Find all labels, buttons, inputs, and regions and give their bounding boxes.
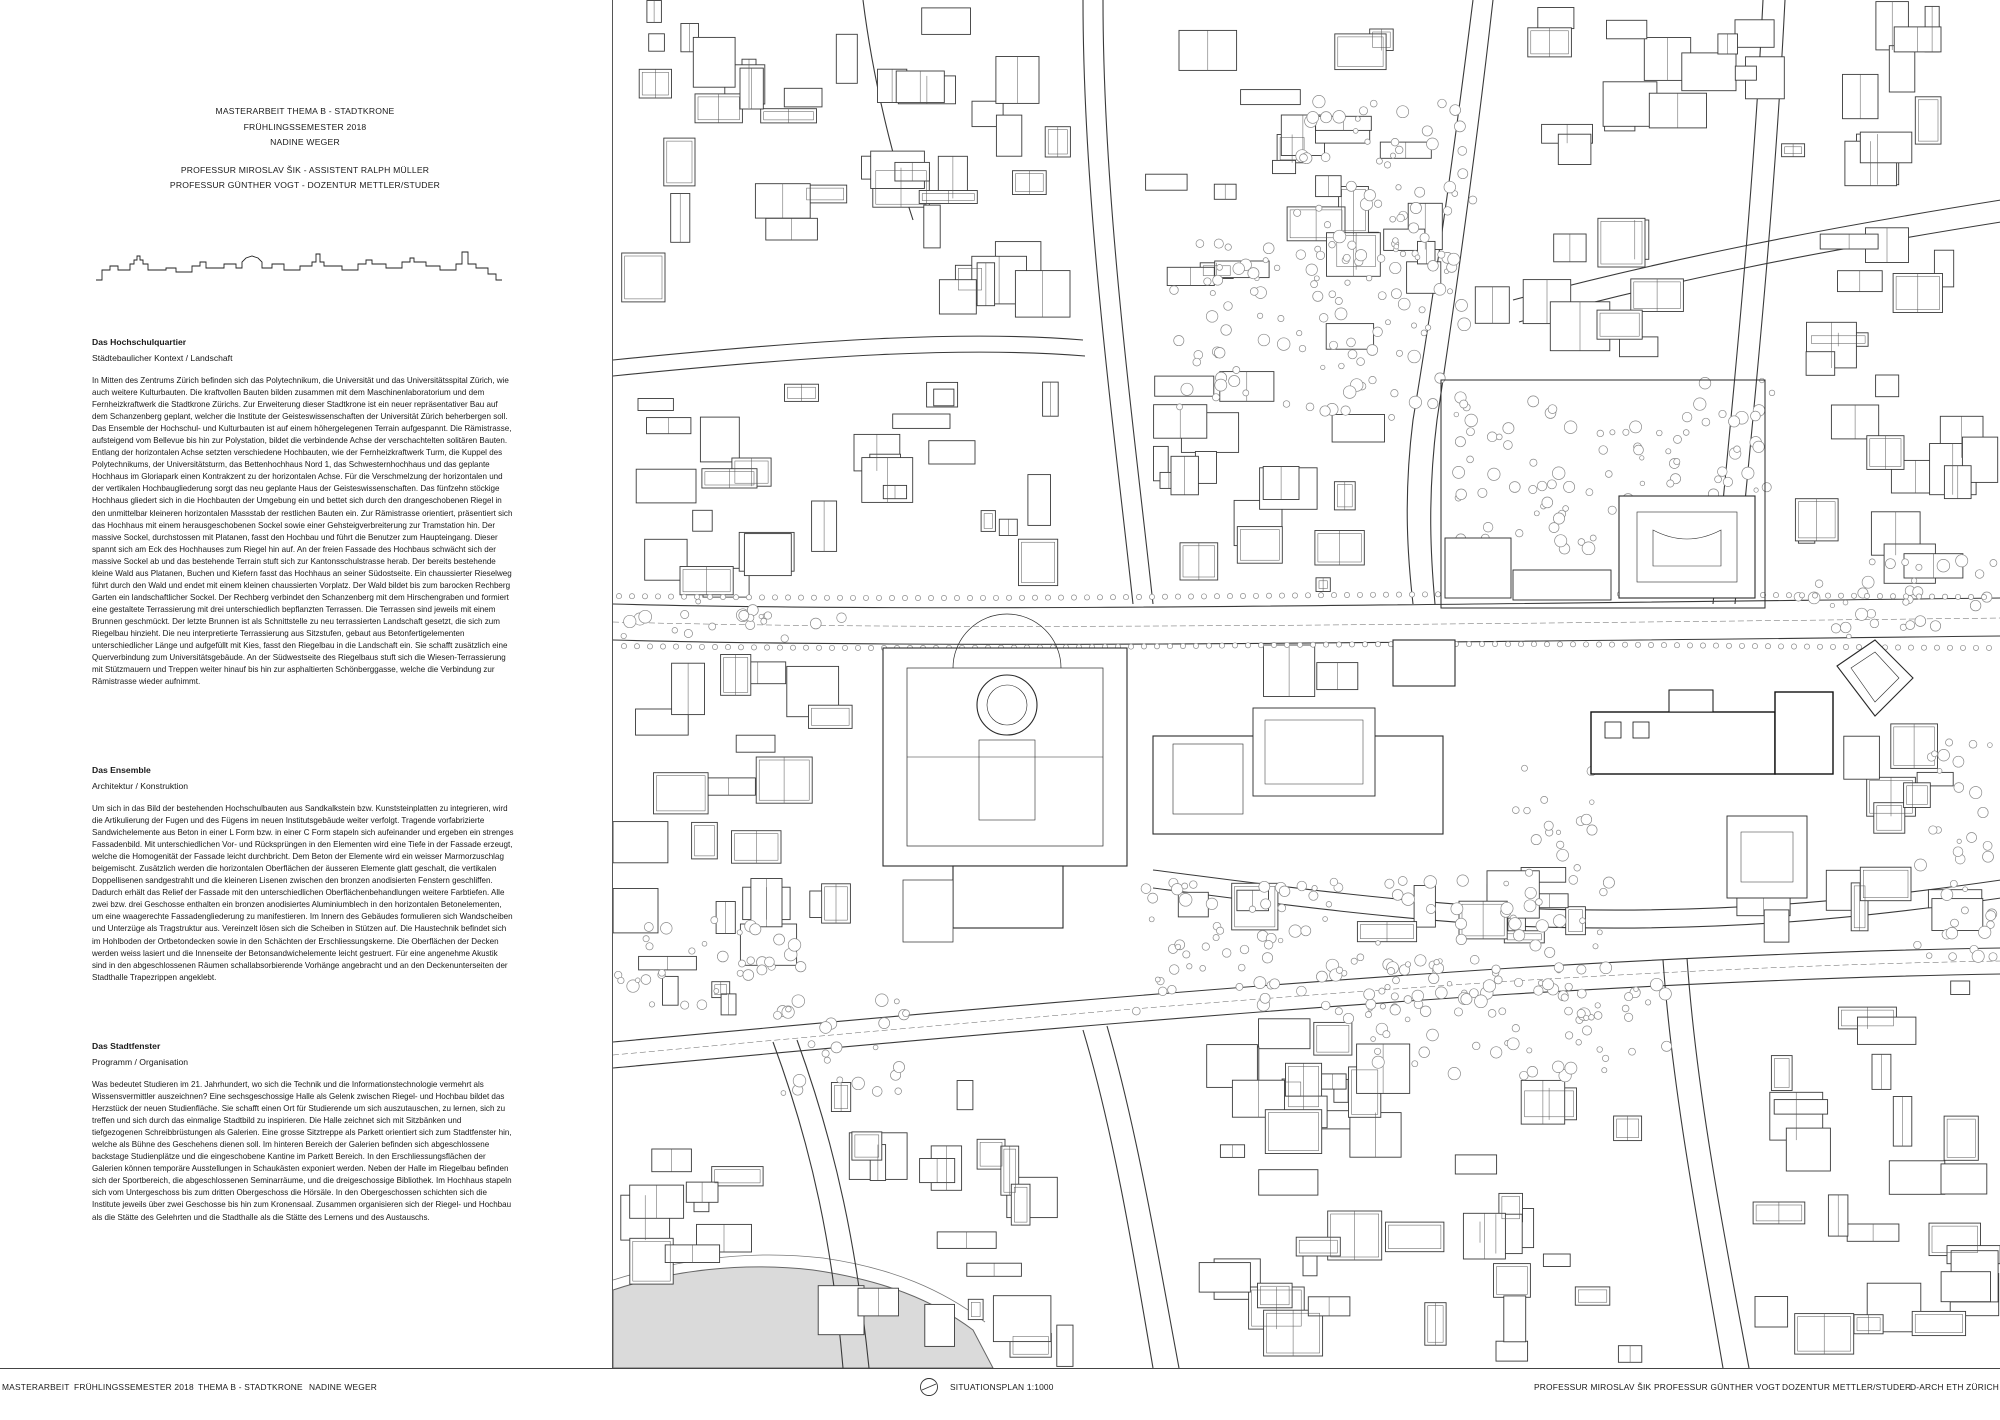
landmark-buildings xyxy=(883,380,1913,942)
project-hochhaus xyxy=(1775,692,1833,774)
north-arrow-icon xyxy=(918,1376,940,1398)
section-hochschulquartier xyxy=(92,336,514,688)
footer-professur-vogt: PROFESSUR GÜNTHER VOGT xyxy=(1654,1382,1781,1392)
section-body: In Mitten des Zentrums Zürich befinden sich das Polytechnikum, die Universität und das Universitätsspital Zürich, wie auch weitere Kulturbauten. Die kraftvollen Bauten bilden zusammen mit dem Maschinenlaboratorium und dem Fernheizkraftwerk die Stadtkrone Zürichs. Zur Erweiterung dieser Stadtkrone ist ein neuer repräsentativer Bau auf dem Schanzenberg geplant, welcher die Institute der Geisteswissenschaften der Universität Zürich beherbergen soll. Das Ensemble der Hochschul- und Kulturbauten ist auf einem höhergelegenen Terrain aufgespannt. Die Rämistrasse, aufsteigend vom Bellevue bis hin zur Polystation, bildet die verbindende Achse der verschachtelten solitären Bauten. Entlang der horizontalen Achse setzten verschiedene Hochbauten, wie der Fernheizkraftwerk Turm, die Kuppel des Polytechnikums, der Universitätsturm, das Bettenhochhaus Nord 1, das Schwesternhochhaus und das geplante Hochhaus im Gloriapark einen Kontrakzent zu der horizontalen Achse. Für die Verschmelzung der horizontalen und der vertikalen Hochbaugliederung sorgt das neu geplante Haus der Geisteswissenschaften. Das fünfzehn stöckige Hochhaus gliedert sich in die Hochbauten der Umgebung ein und bettet sich durch den drangeschobenen Riegel in den unmittelbar kleineren horizontalen Massstab der restlichen Bauten ein. Zur Rämistrasse orientiert, präsentiert sich das Hochhaus mit einem herausgeschobenen Sockel sowie einer Gehsteigverbreiterung zur Tramstation hin. Der massive Sockel, durchstossen mit Platanen, fasst den Hochbau und führt die Benutzer zum Haupteingang. Dieser spannt sich am Eck des Hochhauses zum Riegel hin auf. An der freien Fassade des Hochbaus schwächt sich der massive Sockel ab und das bestehende Terrain stuft sich zur Kantonsschulstrasse herab. Der bereits bestehende kleine Wald aus Platanen, Buchen und Kiefern fasst das Hochhaus an seiner Südostseite. Ein chaussierter Rieselweg führt durch den Wald und endet mit einem kleinen chaussierten Vorplatz. Der Wald bildet bis zum barocken Rechberg Garten ein landschaftlicher Sockel. Der Rechberg verbindet den Schanzenberg mit dem Hirschengraben und formiert eine gestaltete Terrassierung mit drei unterschiedlich bepflanzten Terrassen. Die Terrassen sind jeweils mit einem Brunnen geschmückt. Der letzte Brunnen ist als Schnittstelle zu neu terrassierten Landschaft gesetzt, die sich zum Riegelbau hinzieht. Die neu interpretierte Terrassierung aus Sitzstufen, gebaut aus Betonfertigelementen unterschiedlicher Länge und aufgefüllt mit Kies, fasst den Riegelbau in die Landschaft ein. Sie schafft zusätzlich eine Querverbindung zum Universitätsgebäude. An der Südwestseite des Riegelbaus stuft sich die Wiesen-Terrassierung mit Stützmauern und Treppen weiter hinauf bis hin zur asphaltierten Schönberggasse, welche die Verbindung zur Rämistrasse wieder aufnimmt. xyxy=(92,376,513,687)
section-title: Das Stadtfenster xyxy=(92,1041,161,1051)
title-block xyxy=(90,104,520,194)
section-body: Was bedeutet Studieren im 21. Jahrhundert, wo sich die Technik und die Informationstechnologie vermehrt als Wissensvermittler auszeichnen? Eine sechsgeschossige Halle als Gelenk zwischen Riegel- und Hochbau bildet das Herzstück der neuen Studienfläche. Sie schafft einen Ort für Studierende um sich auszutauschen, zu lernen, sich zu treffen und sich durch das einmalige Stadtbild zu inspirieren. Die Halle zeichnet sich mit Sitzbänken und tiefgezogenen Schreibbrüstungen als Galerien. Eine grosse Sitztreppe als Parkett orientiert sich zum Stadtfenster hin, welche als Bühne des Geschehens dienen soll. Im hinteren Bereich der Galerien befinden sich abgeschlossene backstage Studienplätze und die eingeschobene Kantine im Parkett Bereich. In den Erschliessungsflächen der Galerien können temporäre Ausstellungen in Schaukästen exponiert werden. Neben der Halle im Riegelbau befinden sich der Sportbereich, die abgeschlossenen Seminarräume, und die dreigeschossige Bibliothek. Im Hochhaus stapeln sich vom Untergeschoss bis zum dritten Obergeschoss die Hörsäle. In den Obergeschossen schichten sich die Institute jeweils über zwei Geschosse bis hin zum Kronensaal. Zusammen organisieren sich der Riegel- und Hochbau als die Stätte des Gelehrten und die Stadthalle als die Stätte des Lernens und des Austauschs. xyxy=(92,1080,512,1222)
university-dome xyxy=(977,675,1037,735)
section-subtitle: Städtebaulicher Kontext / Landschaft xyxy=(92,353,233,363)
footer-masterarbeit: MASTERARBEIT xyxy=(2,1382,70,1392)
section-ensemble xyxy=(92,764,514,984)
footer-thema: THEMA B - STADTKRONE xyxy=(198,1382,303,1392)
footer-professur-sik: PROFESSUR MIROSLAV ŠIK xyxy=(1534,1382,1652,1392)
text-column xyxy=(0,0,612,1368)
footer-rule xyxy=(0,1368,2000,1369)
footer-author: NADINE WEGER xyxy=(309,1382,378,1392)
section-title: Das Ensemble xyxy=(92,765,151,775)
footer-plan-scale: SITUATIONSPLAN 1:1000 xyxy=(950,1382,1054,1392)
title-line-author: NADINE WEGER xyxy=(270,137,340,147)
museum-building xyxy=(1619,496,1755,598)
project-riegel xyxy=(1591,712,1775,774)
section-title: Das Hochschulquartier xyxy=(92,337,187,347)
title-line-professur-sik: PROFESSUR MIROSLAV ŠIK - ASSISTENT RALPH MÜLLER xyxy=(180,164,430,175)
footer-dozentur: DOZENTUR METTLER/STUDER xyxy=(1782,1382,1912,1392)
footer-department: D-ARCH ETH ZÜRICH xyxy=(1910,1382,2000,1392)
site-plan-map xyxy=(612,0,2000,1368)
title-line-semester: FRÜHLINGSSEMESTER 2018 xyxy=(243,121,367,132)
title-line-thema: MASTERARBEIT THEMA B - STADTKRONE xyxy=(215,106,395,116)
building-blocks xyxy=(613,1,2000,1367)
section-subtitle: Architektur / Konstruktion xyxy=(92,781,189,791)
trees xyxy=(615,95,1998,1096)
title-line-professur-vogt: PROFESSUR GÜNTHER VOGT - DOZENTUR METTLER/STUDER xyxy=(169,180,441,190)
footer-bar xyxy=(0,1382,2000,1402)
site-plan-drawing xyxy=(613,0,2000,1368)
university-south-wing xyxy=(953,866,1063,928)
footer-semester: FRÜHLINGSSEMESTER 2018 xyxy=(74,1382,194,1392)
section-subtitle: Programm / Organisation xyxy=(92,1057,188,1067)
section-stadtfenster xyxy=(92,1040,514,1224)
diamond-building xyxy=(1837,640,1913,716)
section-body: Um sich in das Bild der bestehenden Hochschulbauten aus Sandkalkstein bzw. Kunststeinplatten zu integrieren, wird die Artikulierung der Fugen und des Fügens im neuen Institutsgebäude weiter verfolgt. Tragende vorfabrizierte Sandwichelemente aus Beton in einer L Form bzw. in einer C Form stapeln sich aufeinander und ergeben ein strenges Fassadenbild. Mit unterschiedlichen Vor- und Rücksprüngen in den Elementen wird eine Tiefe in der Fassade erzeugt, welche die Homogenität der Fassade leicht durchbricht. Dem Beton der Elemente wird ein weisser Marmorzuschlag beigemischt. Zusätzlich werden die horizontalen Oberflächen der äusseren Elemente glatt geschalt, die vertikalen Doppellisenen sandgestrahlt und die kleineren Lisenen zwischen den bronzen anodisierten Fenstern geschliffen. Dadurch erhält das Relief der Fassade mit den unterschiedlichen Oberflächenbehandlungen weitere Farbtiefen. Alle zwei bzw. drei Geschosse enthalten ein bronzen anodisiertes Aluminiumblech in den horizontalen Betonelementen, um eine waagerechte Fassadengliederung zu manifestieren. Im Innern des Gebäudes formulieren sich Wandscheiben und Unterzüge als Tragstruktur aus. Vereinzelt lösen sich die Scheiben in Stützen auf. Die Haustechnik befindet sich im Hohlboden der Ortbetondecken sowie in den Schächten der Erschliessungskerne. Die Oberflächen der Decken werden weiss lasiert und die Innenseite der Betonsandwichelemente leicht gestruert. Für eine angenehme Akustik sind in den abgeschlossenen Räumen schallabsorbierende Vorhänge angebracht und an den Deckenunterseiten der Stadthalle Trapezrippen angeklebt. xyxy=(92,804,514,982)
pavilion xyxy=(1393,640,1455,686)
skyline-silhouette xyxy=(96,246,502,282)
